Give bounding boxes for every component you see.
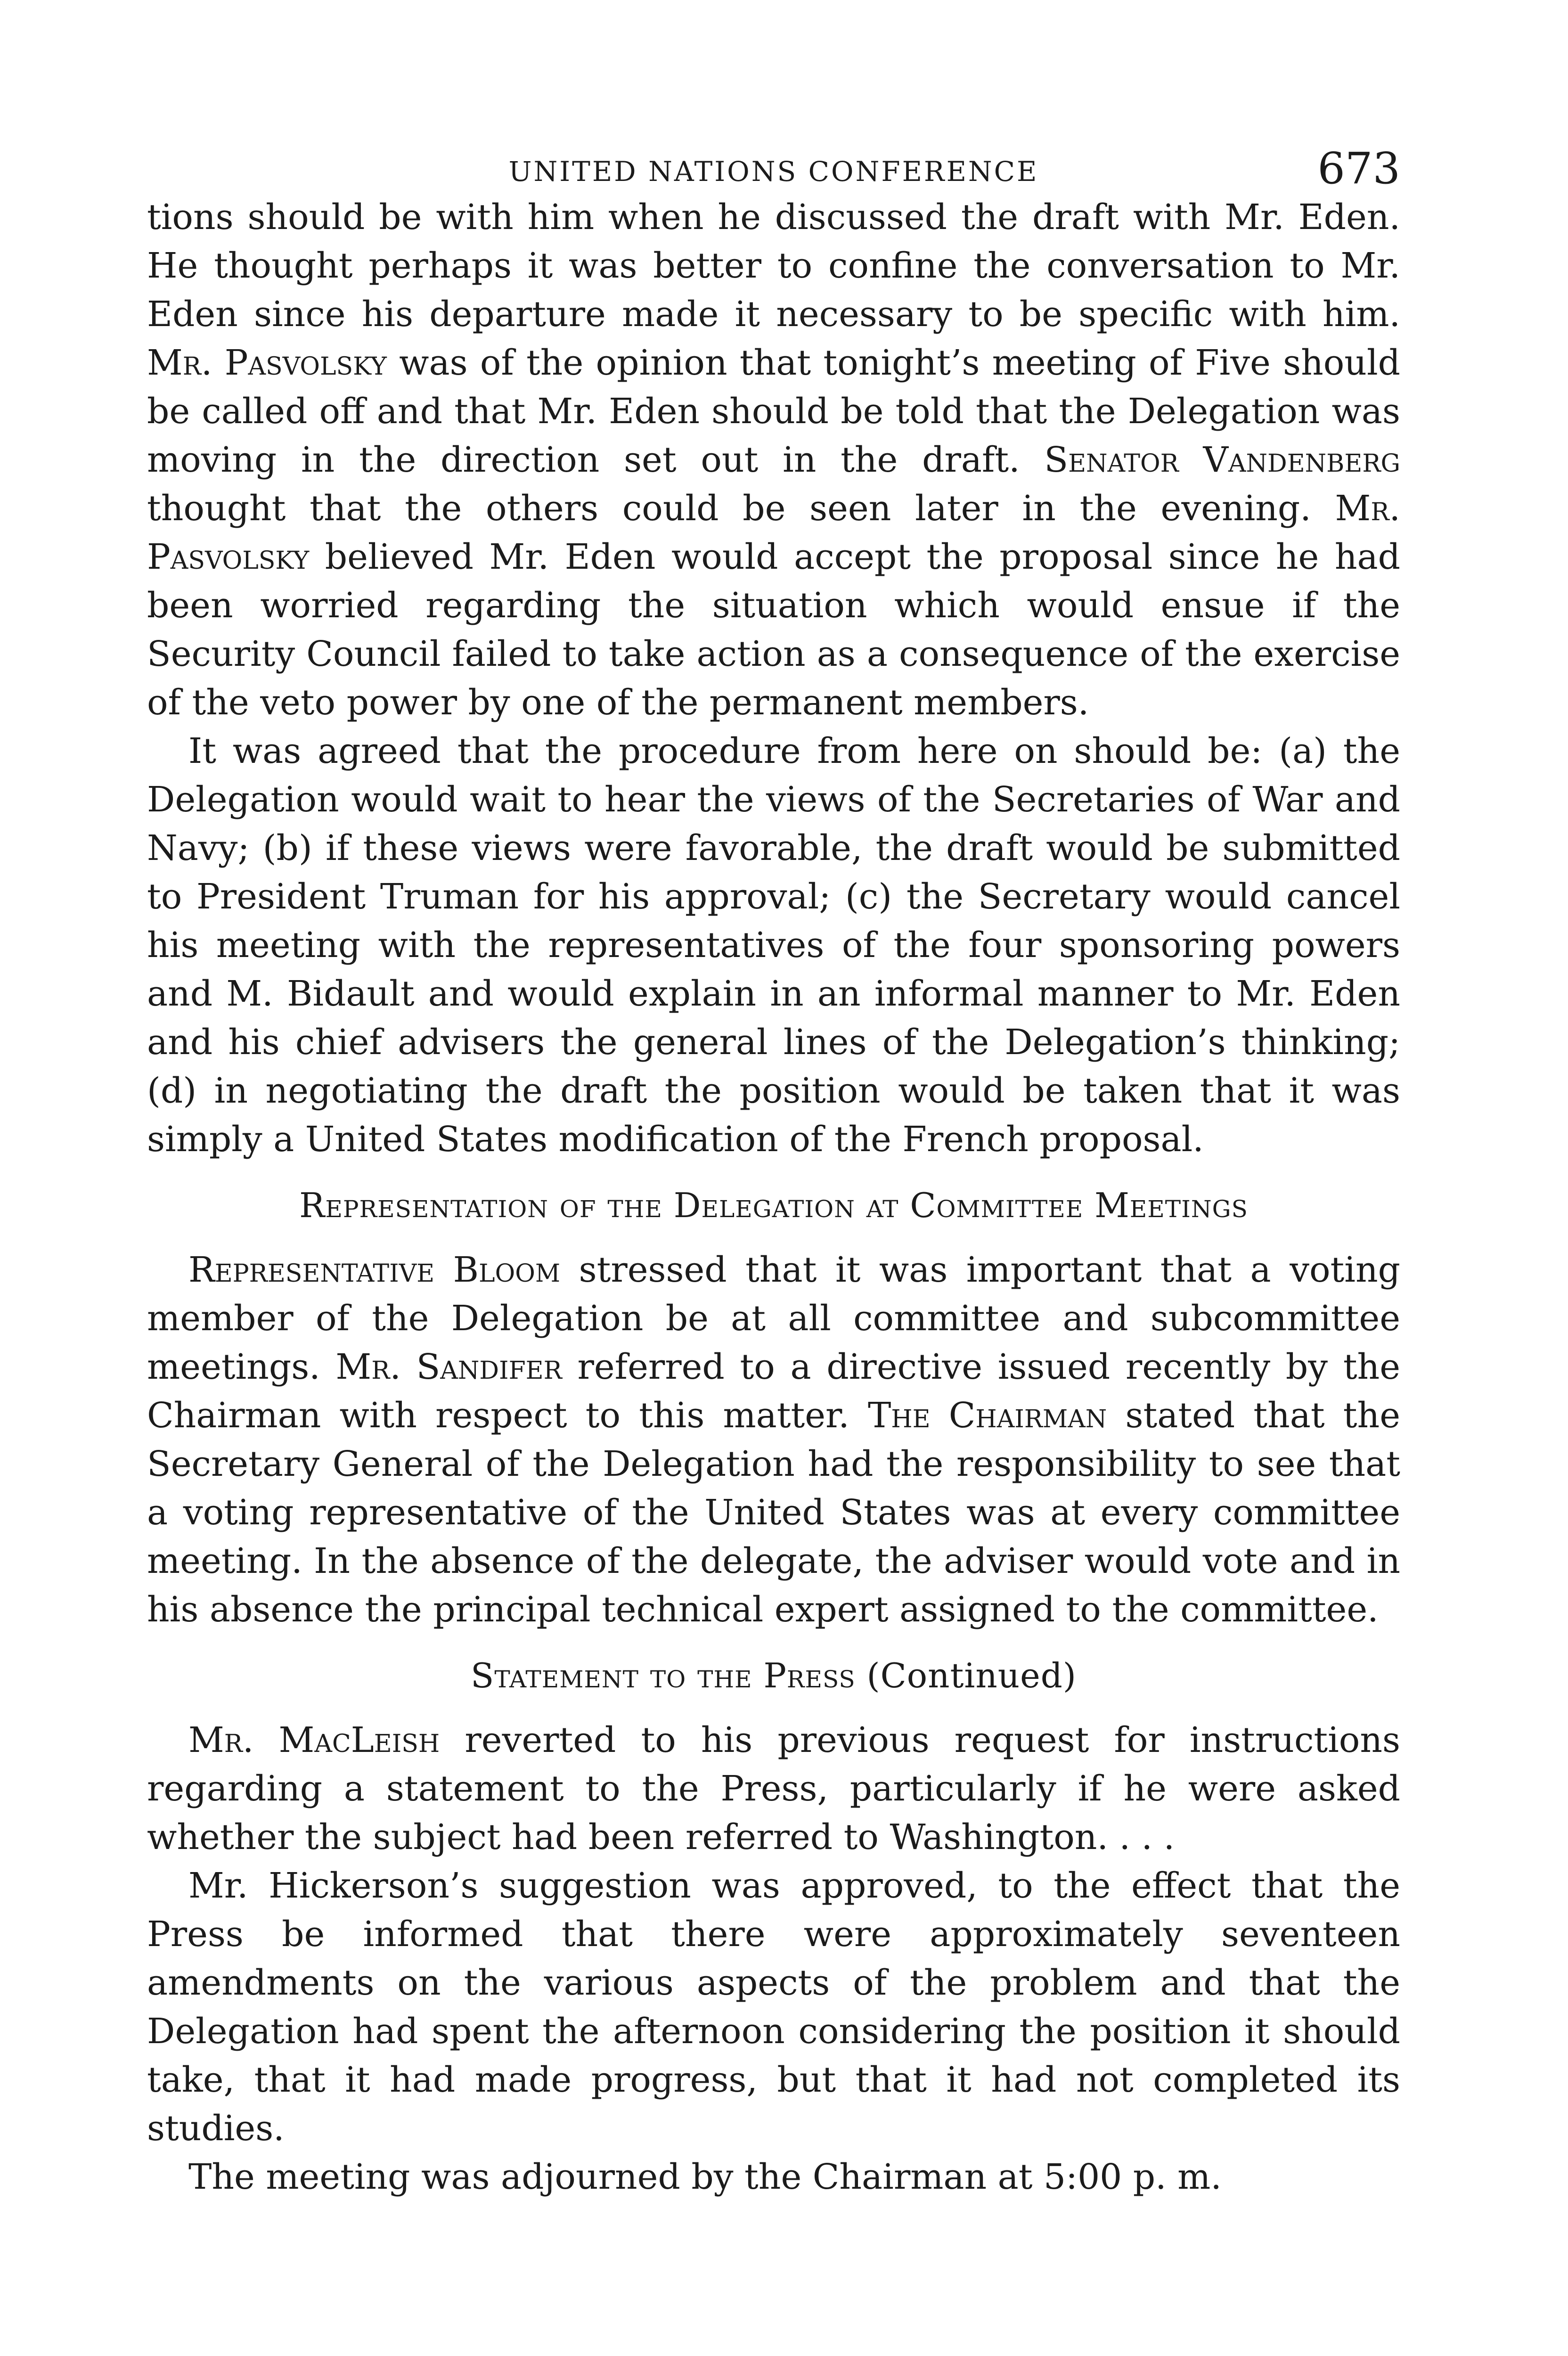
text-run: referred to a directive issued recently by the Chairman with respect to this matter. xyxy=(147,1347,1401,1436)
text-run: stressed that it was important that a voting member of the Delegation be at all committee and subcommittee meetings. xyxy=(147,1250,1400,1387)
paragraph-adjournment: The meeting was adjourned by the Chairman at 5:00 p. m. xyxy=(188,2157,1222,2197)
heading-suffix: (Continued) xyxy=(855,1656,1077,1695)
heading-small-caps: Statement to the Press xyxy=(471,1656,856,1695)
section-heading-representation: Representation of the Delegation at Committee Meetings xyxy=(299,1186,1248,1225)
speaker-name: Representative Bloom xyxy=(188,1250,561,1290)
document-page xyxy=(147,141,1400,2201)
paragraph-macleish xyxy=(147,1716,1400,1862)
speaker-name: The Chairman xyxy=(867,1395,1107,1436)
paragraph-continuation xyxy=(147,193,1400,727)
page-number: 673 xyxy=(1317,143,1400,194)
text-run: was of the opinion that tonight’s meeting of Five should be called off and that Mr. Eden should be told that the Delegation was moving in the direction set out in the draft. xyxy=(147,343,1401,480)
speaker-name: Senator Vandenberg xyxy=(1044,440,1401,480)
text-run: stated that the Secretary General of the Delegation had the responsibility to see that a voting representative of the United States was at every committee meeting. In the absence of the delegate, the adviser would vote and in his absence the principal technical expert assigned to the committee. xyxy=(147,1395,1400,1630)
paragraph-hickerson: Mr. Hickerson’s suggestion was approved, to the effect that the Press be informed that there were approximately seventeen amendments on the various aspects of the problem and that the Delegation had spent the afternoon considering the position it should take, that it had made progress, but that it had not completed its studies. xyxy=(147,1865,1400,2149)
text-run: tions should be with him when he discussed the draft with Mr. Eden. He thought perhaps it was better to confine the conversation to Mr. Eden since his departure made it necessary to be specific with him. xyxy=(147,197,1400,335)
text-run: reverted to his previous request for instructions regarding a statement to the Press, particularly if he were asked whether the subject had been referred to Washington. . . . xyxy=(147,1720,1400,1857)
paragraph-representation xyxy=(147,1246,1400,1634)
paragraph-procedure: It was agreed that the procedure from here on should be: (a) the Delegation would wait to hear the views of the Secretaries of War and Navy; (b) if these views were favorable, the draft would be submitted to President Truman for his approval; (c) the Secretary would cancel his meeting with the representatives of the four sponsoring powers and M. Bidault and would explain in an informal manner to Mr. Eden and his chief advisers the general lines of the Delegation’s thinking; (d) in negotiating the draft the position would be taken that it was simply a United States modification of the French proposal. xyxy=(147,731,1400,1160)
body-text xyxy=(147,193,1400,2201)
running-head xyxy=(147,141,1400,193)
speaker-name: Mr. Sandifer xyxy=(335,1347,562,1387)
speaker-name: Mr. Pasvolsky xyxy=(147,488,1400,577)
text-run: thought that the others could be seen later in the evening. xyxy=(147,488,1335,529)
text-run: believed Mr. Eden would accept the proposal since he had been worried regarding the situation which would ensue if the Security Council failed to take action as a consequence of the exercise of the veto power by one of the permanent members. xyxy=(147,537,1400,723)
speaker-name: Mr. MacLeish xyxy=(188,1720,440,1760)
section-heading-press xyxy=(147,1652,1400,1699)
speaker-name: Mr. Pasvolsky xyxy=(147,343,387,383)
running-title: UNITED NATIONS CONFERENCE xyxy=(508,155,1039,188)
